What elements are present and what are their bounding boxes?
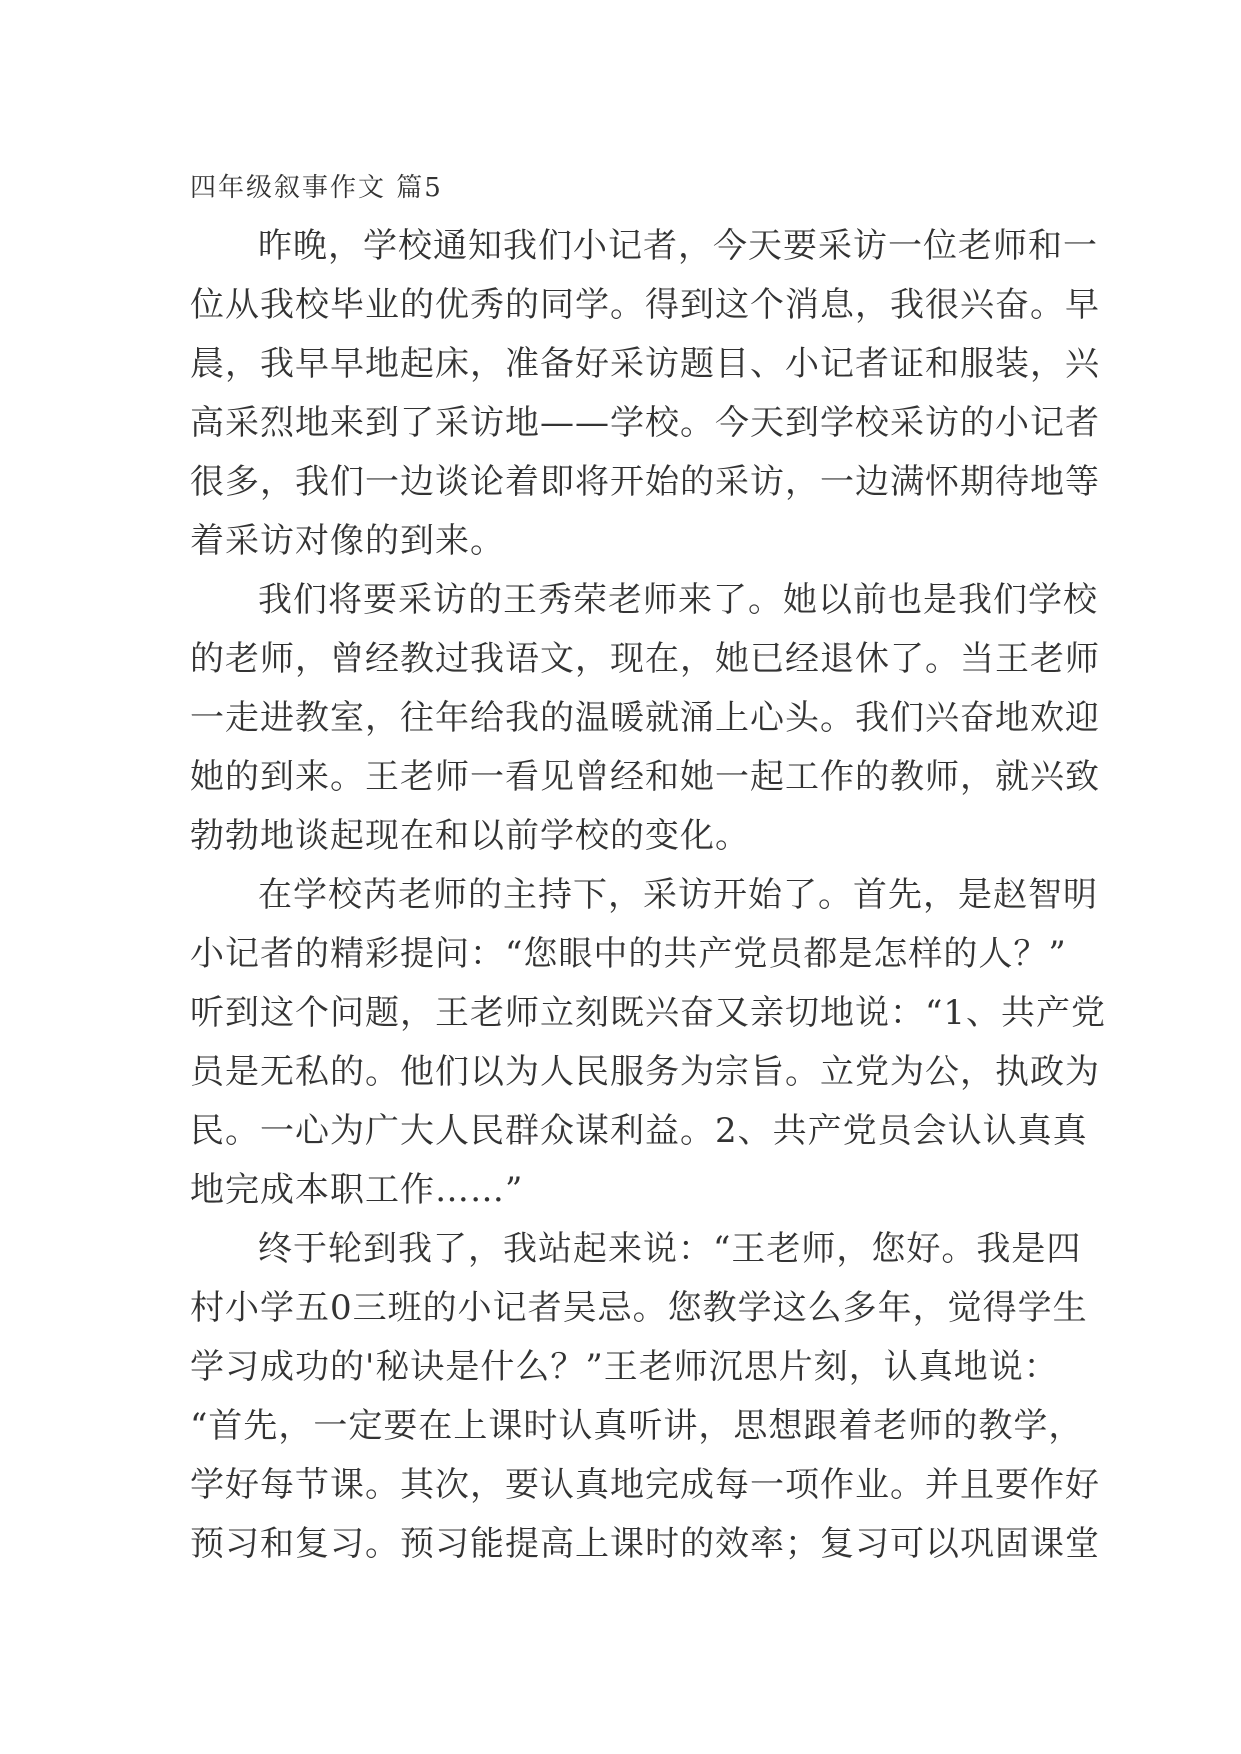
- paragraph-line: 着采访对像的到来。: [190, 521, 505, 561]
- paragraph-line: 在学校芮老师的主持下，采访开始了。首先，是赵智明: [258, 875, 1098, 915]
- paragraph-line: 地完成本职工作……”: [190, 1170, 524, 1210]
- essay-title: 四年级叙事作文 篇5: [190, 173, 443, 203]
- paragraph-4: [190, 1220, 1100, 1574]
- paragraph-3: [190, 866, 1107, 1220]
- paragraph-line: 的老师，曾经教过我语文，现在，她已经退休了。当王老师: [190, 639, 1100, 679]
- paragraph-line: 勃勃地谈起现在和以前学校的变化。: [190, 816, 750, 856]
- paragraph-line: 小记者的精彩提问：“您眼中的共产党员都是怎样的人？”: [190, 934, 1067, 974]
- essay-body: [190, 165, 1107, 1574]
- paragraph-line: 我们将要采访的王秀荣老师来了。她以前也是我们学校: [258, 580, 1098, 620]
- paragraph-line: 学习成功的'秘诀是什么？”王老师沉思片刻，认真地说：: [190, 1347, 1059, 1387]
- paragraph-line: 高采烈地来到了采访地——学校。今天到学校采访的小记者: [190, 403, 1100, 443]
- paragraph-line: 员是无私的。他们以为人民服务为宗旨。立党为公，执政为: [190, 1052, 1100, 1092]
- paragraph-line: 她的到来。王老师一看见曾经和她一起工作的教师，就兴致: [190, 757, 1100, 797]
- paragraph-line: 很多，我们一边谈论着即将开始的采访，一边满怀期待地等: [190, 462, 1100, 502]
- paragraph-line: “首先，一定要在上课时认真听讲，思想跟着老师的教学，: [190, 1406, 1084, 1446]
- paragraph-line: 学好每节课。其次，要认真地完成每一项作业。并且要作好: [190, 1465, 1100, 1505]
- paragraph-line: 晨，我早早地起床，准备好采访题目、小记者证和服装，兴: [190, 344, 1100, 384]
- paragraph-line: 村小学五0三班的小记者吴忌。您教学这么多年，觉得学生: [190, 1288, 1088, 1328]
- paragraph-line: 一走进教室，往年给我的温暖就涌上心头。我们兴奋地欢迎: [190, 698, 1100, 738]
- paragraph-line: 昨晚，学校通知我们小记者，今天要采访一位老师和一: [258, 226, 1098, 266]
- paragraph-line: 位从我校毕业的优秀的同学。得到这个消息，我很兴奋。早: [190, 285, 1100, 325]
- paragraph-line: 听到这个问题，王老师立刻既兴奋又亲切地说：“1、共产党: [190, 993, 1107, 1033]
- paragraph-1: [190, 217, 1100, 571]
- paragraph-line: 终于轮到我了，我站起来说：“王老师，您好。我是四: [258, 1229, 1082, 1269]
- paragraph-2: [190, 571, 1100, 866]
- paragraph-line: 预习和复习。预习能提高上课时的效率；复习可以巩固课堂: [190, 1524, 1100, 1564]
- paragraph-line: 民。一心为广大人民群众谋利益。2、共产党员会认认真真: [190, 1111, 1088, 1151]
